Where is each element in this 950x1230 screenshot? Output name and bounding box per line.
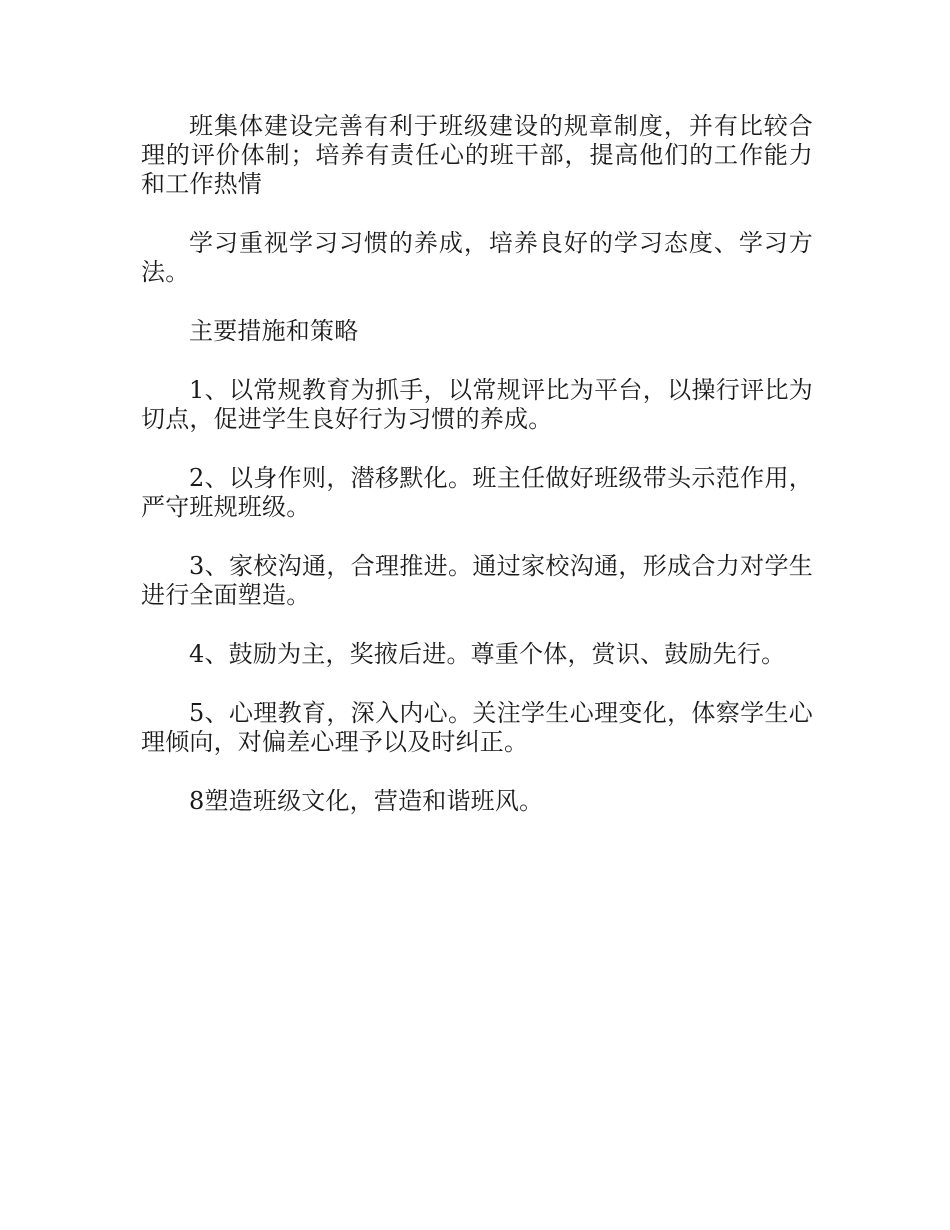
paragraph-class-building: 班集体建设完善有利于班级建设的规章制度，并有比较合理的评价体制；培养有责任心的班干部，提高他们的工作能力和工作热情 xyxy=(141,112,813,198)
document-body xyxy=(141,112,813,846)
section-heading-measures: 主要措施和策略 xyxy=(189,317,359,345)
paragraph-study-habits: 学习重视学习习惯的养成，培养良好的学习态度、学习方法。 xyxy=(141,229,813,286)
list-item-measure-8: 8塑造班级文化，营造和谐班风。 xyxy=(189,787,544,815)
list-item-measure-2: 2、以身作则，潜移默化。班主任做好班级带头示范作用，严守班规班级。 xyxy=(141,464,813,521)
list-item-measure-1: 1、以常规教育为抓手，以常规评比为平台，以操行评比为切点，促进学生良好行为习惯的养成。 xyxy=(141,376,813,433)
list-item-measure-5: 5、心理教育，深入内心。关注学生心理变化，体察学生心理倾向，对偏差心理予以及时纠正。 xyxy=(141,699,813,756)
list-item-measure-3: 3、家校沟通，合理推进。通过家校沟通，形成合力对学生进行全面塑造。 xyxy=(141,552,813,609)
list-item-measure-4: 4、鼓励为主，奖掖后进。尊重个体，赏识、鼓励先行。 xyxy=(189,640,786,668)
